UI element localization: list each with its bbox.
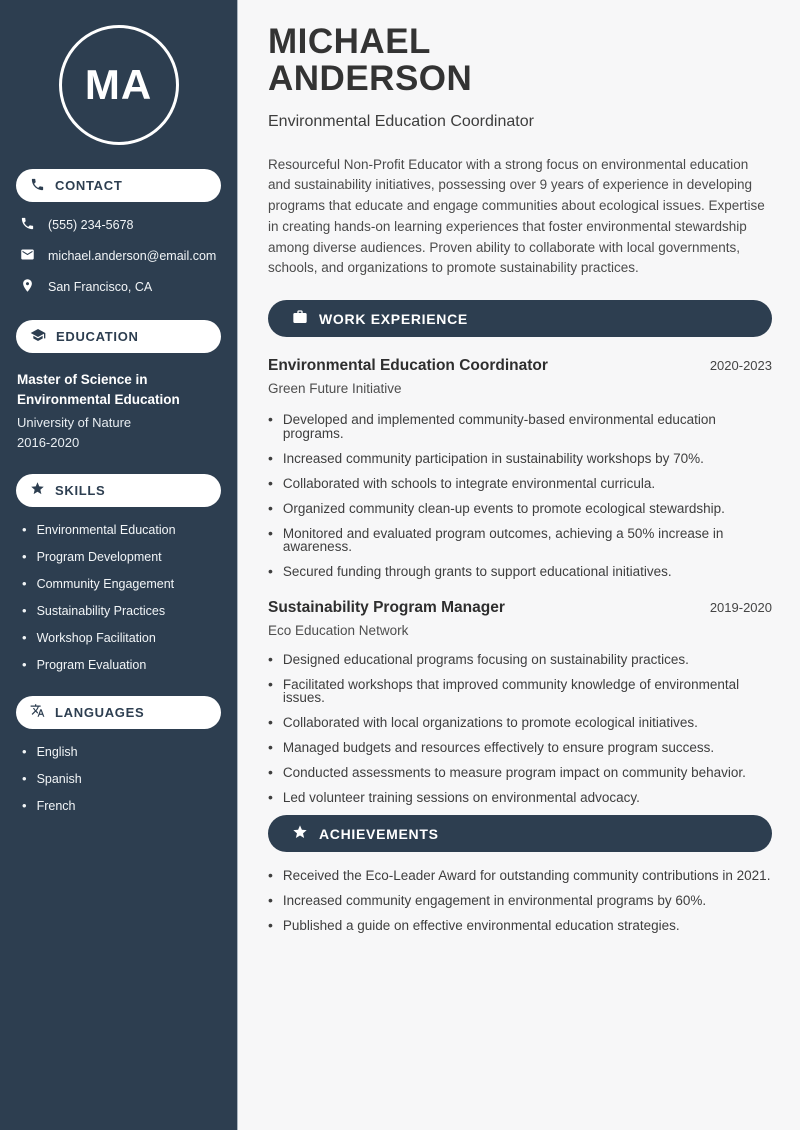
job-bullet: • Secured funding through grants to support educational initiatives. bbox=[268, 564, 772, 579]
job-entry bbox=[268, 357, 772, 579]
job-title: Sustainability Program Manager bbox=[268, 598, 505, 616]
education-school: University of Nature bbox=[17, 415, 132, 431]
achievement-bullet: • Received the Eco-Leader Award for outstanding community contributions in 2021. bbox=[268, 868, 772, 883]
skills-section-header bbox=[16, 474, 221, 507]
job-entry bbox=[268, 599, 772, 805]
job-bullet: • Organized community clean-up events to promote ecological stewardship. bbox=[268, 501, 772, 516]
job-header bbox=[268, 599, 772, 617]
job-bullet-list bbox=[268, 652, 772, 805]
languages-list bbox=[22, 744, 237, 813]
education-entry bbox=[17, 370, 220, 450]
job-bullet: • Increased community participation in sustainability workshops by 70%. bbox=[268, 451, 772, 466]
job-bullet: • Designed educational programs focusing on sustainability practices. bbox=[268, 652, 772, 667]
job-bullet: • Facilitated workshops that improved community knowledge of environmental issues. bbox=[268, 677, 772, 705]
contact-section-header bbox=[16, 169, 221, 202]
language-item: • English bbox=[22, 744, 237, 759]
achievements-section-title: ACHIEVEMENTS bbox=[319, 825, 439, 842]
job-bullet-list bbox=[268, 412, 772, 579]
languages-section-title: LANGUAGES bbox=[55, 704, 145, 720]
job-bullet: • Monitored and evaluated program outcomes, achieving a 50% increase in awareness. bbox=[268, 526, 772, 554]
job-dates: 2020-2023 bbox=[709, 358, 772, 374]
phone-icon bbox=[20, 216, 35, 234]
work-experience-section-title: WORK EXPERIENCE bbox=[319, 310, 468, 327]
job-bullet: • Developed and implemented community-based environmental education programs. bbox=[268, 412, 772, 440]
skills-section-title: SKILLS bbox=[55, 482, 106, 498]
person-name bbox=[268, 24, 772, 98]
job-title: Environmental Education Coordinator bbox=[268, 357, 548, 375]
education-years: 2016-2020 bbox=[17, 434, 80, 450]
skill-item: • Community Engagement bbox=[22, 576, 237, 591]
job-bullet: • Collaborated with schools to integrate environmental curricula. bbox=[268, 476, 772, 491]
skill-item: • Workshop Facilitation bbox=[22, 630, 237, 645]
language-item: • French bbox=[22, 798, 237, 813]
job-bullet: • Managed budgets and resources effectively to ensure program success. bbox=[268, 740, 772, 755]
contact-phone-value: (555) 234-5678 bbox=[48, 218, 134, 232]
contact-location-value: San Francisco, CA bbox=[48, 280, 153, 294]
skill-item: • Environmental Education bbox=[22, 522, 237, 537]
contact-email bbox=[20, 247, 237, 265]
education-degree: Master of Science in Environmental Education bbox=[17, 372, 180, 407]
job-bullet: • Conducted assessments to measure program impact on community behavior. bbox=[268, 765, 772, 780]
education-section-title: EDUCATION bbox=[56, 329, 139, 344]
star-icon bbox=[30, 481, 45, 499]
skill-item: • Program Development bbox=[22, 549, 237, 564]
contact-section-title: CONTACT bbox=[55, 178, 123, 193]
graduation-cap-icon bbox=[30, 327, 46, 346]
translate-icon bbox=[30, 703, 45, 721]
star-icon bbox=[292, 824, 308, 843]
languages-section-header bbox=[16, 696, 221, 729]
sidebar bbox=[0, 0, 238, 1130]
job-dates: 2019-2020 bbox=[709, 599, 772, 615]
avatar-initials: MA bbox=[84, 61, 153, 108]
person-last-name: ANDERSON bbox=[268, 58, 473, 98]
work-experience-section-header bbox=[268, 300, 772, 337]
contact-phone bbox=[20, 216, 237, 234]
contact-location bbox=[20, 278, 237, 296]
skill-item: • Program Evaluation bbox=[22, 657, 237, 672]
location-icon bbox=[20, 278, 35, 296]
main-content bbox=[238, 0, 800, 1130]
job-bullet: • Collaborated with local organizations to promote ecological initiatives. bbox=[268, 715, 772, 730]
briefcase-icon bbox=[292, 309, 308, 328]
email-icon bbox=[20, 247, 35, 265]
job-header bbox=[268, 357, 772, 375]
achievements-section-header bbox=[268, 815, 772, 852]
person-first-name: MICHAEL bbox=[268, 22, 431, 61]
contact-list bbox=[20, 216, 237, 296]
person-headline: Environmental Education Coordinator bbox=[268, 112, 534, 130]
contact-email-value: michael.anderson@email.com bbox=[48, 249, 217, 263]
avatar bbox=[59, 25, 179, 145]
skill-item: • Sustainability Practices bbox=[22, 603, 237, 618]
achievements-list bbox=[268, 868, 772, 933]
profile-summary: Resourceful Non-Profit Educator with a strong focus on environmental education and sustainability initiatives, possessing over 9 years of experience in developing programs that educate and engage communities about ecological issues. Expertise in creating hands-on learning experiences that foster environmental stewardship among diverse audiences. Proven ability to collaborate with local governments, schools, and organizations to promote sustainability practices. bbox=[268, 156, 765, 276]
phone-icon bbox=[30, 177, 45, 195]
job-bullet: • Led volunteer training sessions on environmental advocacy. bbox=[268, 790, 772, 805]
achievement-bullet: • Increased community engagement in environmental programs by 60%. bbox=[268, 893, 772, 908]
job-company: Eco Education Network bbox=[268, 622, 409, 638]
achievement-bullet: • Published a guide on effective environmental education strategies. bbox=[268, 918, 772, 933]
skills-list bbox=[22, 522, 237, 672]
job-company: Green Future Initiative bbox=[268, 381, 402, 397]
education-section-header bbox=[16, 320, 221, 353]
language-item: • Spanish bbox=[22, 771, 237, 786]
